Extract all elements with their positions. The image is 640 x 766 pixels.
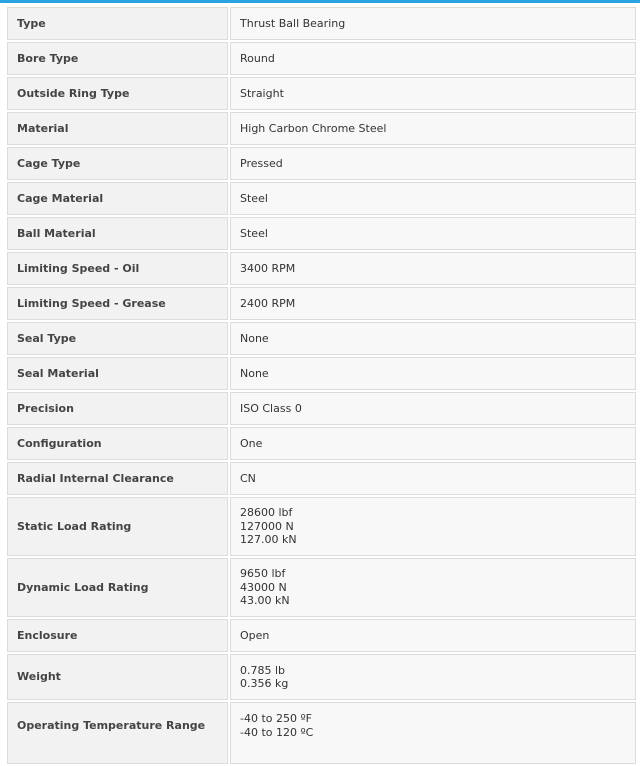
spec-row-limiting-speed-grease: [7, 287, 636, 320]
spec-label: Cage Type: [7, 147, 228, 180]
spec-row-bore-type: [7, 42, 636, 75]
spec-label: Limiting Speed - Grease: [7, 287, 228, 320]
spec-value: [230, 7, 636, 40]
spec-value: [230, 558, 636, 617]
spec-label: Ball Material: [7, 217, 228, 250]
spec-value: [230, 462, 636, 495]
spec-row-cage-type: [7, 147, 636, 180]
spec-row-cage-material: [7, 182, 636, 215]
spec-value: [230, 619, 636, 652]
spec-row-seal-material: [7, 357, 636, 390]
spec-value-line: 0.356 kg: [240, 677, 289, 690]
spec-row-seal-type: [7, 322, 636, 355]
spec-value-line: Steel: [240, 191, 268, 205]
spec-value-line: Round: [240, 51, 275, 65]
spec-row-material: [7, 112, 636, 145]
spec-value: [230, 217, 636, 250]
spec-label: Dynamic Load Rating: [7, 558, 228, 617]
spec-value-line: 43.00 kN: [240, 594, 290, 608]
spec-value-line: Steel: [240, 226, 268, 240]
spec-value-line: Open: [240, 628, 270, 642]
spec-value-line: 43000 N: [240, 580, 287, 594]
spec-value-line: High Carbon Chrome Steel: [240, 121, 387, 135]
spec-label: Radial Internal Clearance: [7, 462, 228, 495]
spec-value-line: None: [240, 366, 269, 380]
spec-value-line: Thrust Ball Bearing: [240, 16, 346, 30]
spec-value: [230, 112, 636, 145]
spec-value: [230, 322, 636, 355]
spec-value-line: 127000 N: [240, 519, 294, 533]
spec-value-line: ISO Class 0: [240, 401, 302, 415]
spec-row-weight: [7, 654, 636, 700]
spec-value-line: None: [240, 331, 269, 345]
spec-label: Outside Ring Type: [7, 77, 228, 110]
spec-label: Static Load Rating: [7, 497, 228, 556]
spec-value-line: One: [240, 436, 263, 450]
spec-value: [230, 357, 636, 390]
spec-value-line: 28600 lbf: [240, 506, 293, 520]
spec-row-enclosure: [7, 619, 636, 652]
spec-row-ball-material: [7, 217, 636, 250]
spec-label: Precision: [7, 392, 228, 425]
spec-value: [230, 147, 636, 180]
spec-value: [230, 497, 636, 556]
spec-value-line: Straight: [240, 86, 284, 100]
spec-value: [230, 702, 636, 764]
spec-value: [230, 654, 636, 700]
spec-row-precision: [7, 392, 636, 425]
spec-row-radial-internal-clearance: [7, 462, 636, 495]
spec-value-line: CN: [240, 471, 256, 485]
spec-row-configuration: [7, 427, 636, 460]
spec-label: Type: [7, 7, 228, 40]
spec-value-line: -40 to 250 ºF: [240, 712, 313, 725]
spec-label: Seal Type: [7, 322, 228, 355]
spec-label: Seal Material: [7, 357, 228, 390]
spec-value: [230, 252, 636, 285]
spec-label: Limiting Speed - Oil: [7, 252, 228, 285]
spec-row-outside-ring-type: [7, 77, 636, 110]
spec-label: Operating Temperature Range: [7, 702, 228, 764]
spec-label: Material: [7, 112, 228, 145]
spec-value: [230, 287, 636, 320]
spec-value: [230, 182, 636, 215]
specifications-table: [5, 5, 638, 766]
spec-label: Enclosure: [7, 619, 228, 652]
spec-label: Bore Type: [7, 42, 228, 75]
spec-value-line: 9650 lbf: [240, 567, 286, 581]
spec-value-line: 3400 RPM: [240, 261, 296, 275]
spec-row-operating-temperature-range: [7, 702, 636, 764]
spec-row-limiting-speed-oil: [7, 252, 636, 285]
spec-value-line: Pressed: [240, 156, 283, 170]
spec-value: [230, 392, 636, 425]
spec-label: Weight: [7, 654, 228, 700]
spec-value-line: 127.00 kN: [240, 533, 297, 547]
spec-value-line: 0.785 lb: [240, 663, 286, 677]
spec-row-dynamic-load-rating: [7, 558, 636, 617]
spec-value: [230, 42, 636, 75]
top-accent-bar: [0, 0, 640, 3]
spec-value-line: 2400 RPM: [240, 296, 296, 310]
spec-row-static-load-rating: [7, 497, 636, 556]
spec-value-line: -40 to 120 ºC: [240, 725, 314, 739]
spec-label: Configuration: [7, 427, 228, 460]
spec-label: Cage Material: [7, 182, 228, 215]
spec-value: [230, 427, 636, 460]
spec-row-type: [7, 7, 636, 40]
spec-value: [230, 77, 636, 110]
